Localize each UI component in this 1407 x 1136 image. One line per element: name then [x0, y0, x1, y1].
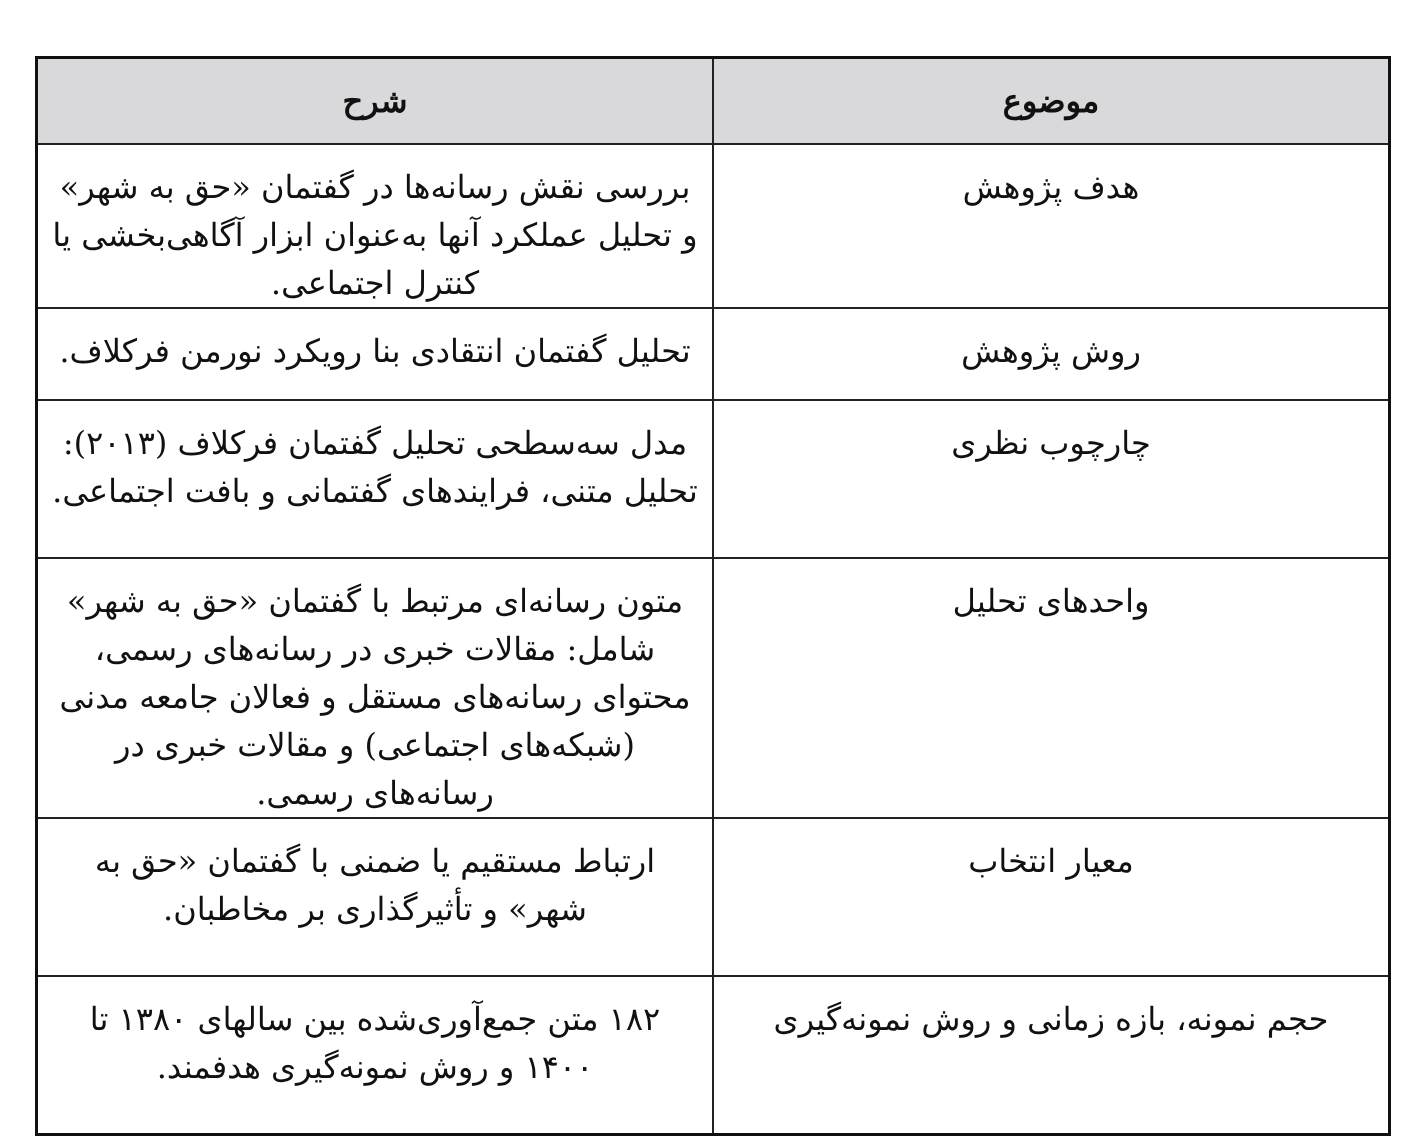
row-description: ارتباط مستقیم یا ضمنی با گفتمان «حق به شهر» و تأثیرگذاری بر مخاطبان.	[37, 818, 714, 976]
row-description: متون رسانه‌ای مرتبط با گفتمان «حق به شهر» شامل: مقالات خبری در رسانه‌های رسمی، محتوای رسانه‌های مستقل و فعالان جامعه مدنی (شبکه‌های اجتماعی) و مقالات خبری در رسانه‌های رسمی.	[37, 558, 714, 818]
row-topic: هدف پژوهش	[713, 144, 1390, 308]
table-row	[37, 558, 1390, 818]
row-description: بررسی نقش رسانه‌ها در گفتمان «حق به شهر» و تحلیل عملکرد آنها به‌عنوان ابزار آگاهی‌بخشی یا کنترل اجتماعی.	[37, 144, 714, 308]
row-topic: روش پژوهش	[713, 308, 1390, 400]
table-row	[37, 818, 1390, 976]
table-row	[37, 400, 1390, 558]
row-description: تحلیل گفتمان انتقادی بنا رویکرد نورمن فرکلاف.	[37, 308, 714, 400]
row-topic: چارچوب نظری	[713, 400, 1390, 558]
row-description: مدل سه‌سطحی تحلیل گفتمان فرکلاف (۲۰۱۳): تحلیل متنی، فرایندهای گفتمانی و بافت اجتماعی.	[37, 400, 714, 558]
header-topic: موضوع	[713, 58, 1390, 145]
table-row	[37, 144, 1390, 308]
table-row	[37, 308, 1390, 400]
row-topic: حجم نمونه، بازه زمانی و روش نمونه‌گیری	[713, 976, 1390, 1135]
header-description: شرح	[37, 58, 714, 145]
research-summary-table-wrapper	[35, 56, 1391, 1136]
row-topic: واحدهای تحلیل	[713, 558, 1390, 818]
table-header-row	[37, 58, 1390, 145]
research-summary-table	[35, 56, 1391, 1136]
row-description: ۱۸۲ متن جمع‌آوری‌شده بین سالهای ۱۳۸۰ تا ۱۴۰۰ و روش نمونه‌گیری هدفمند.	[37, 976, 714, 1135]
row-topic: معیار انتخاب	[713, 818, 1390, 976]
table-row	[37, 976, 1390, 1135]
